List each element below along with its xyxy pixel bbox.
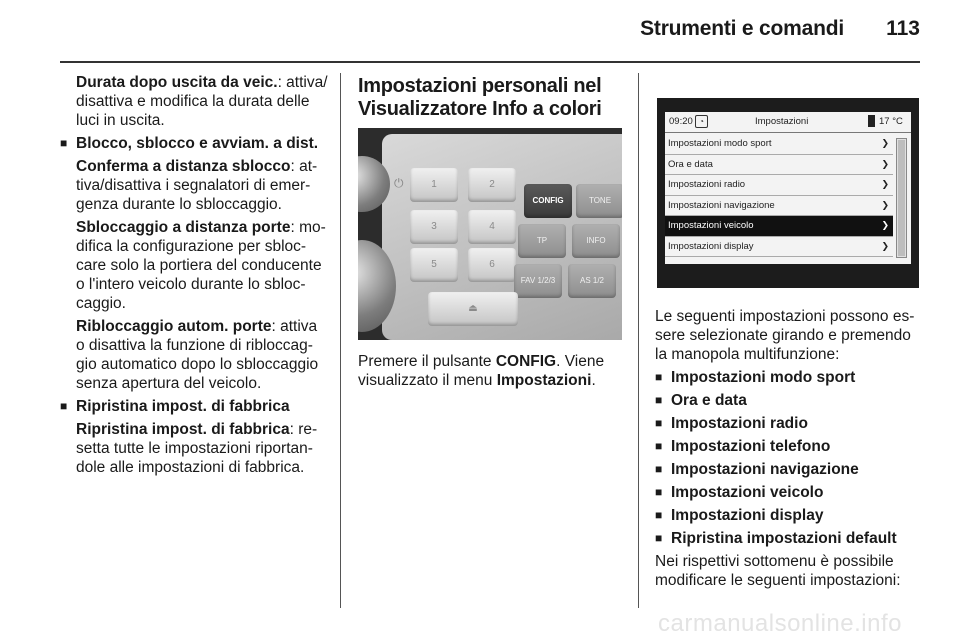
para-text-3: . bbox=[591, 372, 596, 389]
para-text-2: . Viene visualizzato il menu bbox=[358, 353, 605, 389]
preset-button-4: 4 bbox=[468, 210, 516, 244]
bullet-item-ripristina bbox=[60, 397, 328, 416]
entry-conferma bbox=[60, 157, 328, 214]
option-item bbox=[655, 368, 925, 387]
phone-icon bbox=[868, 115, 875, 127]
chevron-right-icon: ❯ bbox=[881, 220, 889, 230]
section-heading-ripristina: Ripristina impost. di fabbrica bbox=[76, 398, 290, 415]
option-label: Impostazioni modo sport bbox=[671, 369, 856, 386]
header-rule bbox=[60, 61, 920, 63]
option-item bbox=[655, 483, 925, 502]
option-item bbox=[655, 460, 925, 479]
eject-button: ⏏ bbox=[428, 292, 518, 326]
page-number: 113 bbox=[886, 17, 920, 40]
config-keyword: CONFIG bbox=[495, 353, 557, 370]
power-icon: ⏻ bbox=[394, 176, 404, 190]
display-temperature: 17 °C bbox=[879, 116, 903, 127]
bullet-icon: ■ bbox=[655, 370, 663, 384]
bullet-icon: ■ bbox=[655, 393, 663, 407]
chevron-right-icon: ❯ bbox=[881, 158, 889, 169]
option-item bbox=[655, 529, 925, 548]
menu-row-radio bbox=[665, 175, 893, 196]
bullet-icon: ■ bbox=[655, 439, 663, 453]
bullet-icon: ■ bbox=[655, 462, 663, 476]
option-label: Impostazioni veicolo bbox=[671, 484, 824, 501]
desc-sbloccaggio: : mo- difica la configurazione per sbloc- care solo la portiera del conducente o l'intero veicolo durante lo sbloc- caggio. bbox=[76, 219, 326, 312]
section-heading-impostazioni: Impostazioni personali nel Visualizzatore Info a colori bbox=[358, 75, 602, 120]
menu-row-veicolo-selected bbox=[665, 216, 893, 237]
chevron-right-icon: ❯ bbox=[881, 199, 889, 210]
preset-button-3: 3 bbox=[410, 210, 458, 244]
chevron-right-icon: ❯ bbox=[881, 240, 889, 251]
term-ripristina: Ripristina impost. di fabbrica bbox=[76, 421, 290, 438]
impostazioni-keyword: Impostazioni bbox=[496, 372, 592, 389]
info-button: INFO bbox=[572, 224, 620, 258]
bullet-icon: ■ bbox=[655, 531, 663, 545]
bullet-icon: ■ bbox=[60, 399, 68, 413]
menu-row-label: Impostazioni radio bbox=[668, 179, 746, 190]
term-durata: Durata dopo uscita da veic. bbox=[76, 74, 278, 91]
option-label: Impostazioni radio bbox=[671, 415, 808, 432]
info-display-screenshot bbox=[657, 98, 919, 288]
option-label: Ripristina impostazioni default bbox=[671, 530, 897, 547]
outro-paragraph: Nei rispettivi sottomenu è possibile modificare le seguenti impostazioni: bbox=[655, 553, 901, 589]
term-ribloccaggio: Ribloccaggio autom. porte bbox=[76, 318, 272, 335]
entry-sbloccaggio bbox=[60, 218, 328, 313]
term-sbloccaggio: Sbloccaggio a distanza porte bbox=[76, 219, 291, 236]
column-divider-left bbox=[340, 73, 341, 608]
tp-button: TP bbox=[518, 224, 566, 258]
menu-row-display bbox=[665, 237, 893, 258]
left-column bbox=[60, 73, 328, 477]
option-label: Impostazioni display bbox=[671, 507, 824, 524]
menu-row-label: Impostazioni navigazione bbox=[668, 199, 775, 211]
desc-durata: : attiva/ disattiva e modifica la durata delle luci in uscita. bbox=[76, 74, 328, 129]
display-title: Impostazioni bbox=[755, 116, 809, 127]
menu-row-label: Ora e data bbox=[668, 158, 713, 170]
display-status-bar bbox=[665, 112, 911, 133]
right-column bbox=[655, 307, 925, 590]
option-item bbox=[655, 437, 925, 456]
display-menu bbox=[665, 134, 893, 257]
entry-ripristina bbox=[60, 420, 328, 477]
display-scrollbar bbox=[896, 138, 907, 258]
column-divider-right bbox=[638, 73, 639, 608]
bullet-icon: ■ bbox=[655, 485, 663, 499]
console-photo bbox=[358, 128, 622, 340]
desc-ribloccaggio: : attiva o disattiva la funzione di ribloccag- gio automatico dopo lo sbloccaggio senza apertura del veicolo. bbox=[76, 318, 319, 392]
config-button: CONFIG bbox=[524, 184, 572, 218]
desc-ripristina: : re- setta tutte le impostazioni riportan- dole alle impostazioni di fabbrica. bbox=[76, 421, 318, 476]
menu-row-label: Impostazioni veicolo bbox=[668, 220, 754, 231]
option-item bbox=[655, 391, 925, 410]
menu-row-label: Impostazioni modo sport bbox=[668, 138, 772, 149]
menu-row-ora-data bbox=[665, 155, 893, 176]
clock-icon: ◔ bbox=[695, 115, 708, 128]
bullet-icon: ■ bbox=[655, 508, 663, 522]
option-label: Impostazioni telefono bbox=[671, 438, 831, 455]
preset-button-6: 6 bbox=[468, 248, 516, 282]
preset-button-5: 5 bbox=[410, 248, 458, 282]
continuation-paragraph bbox=[60, 73, 328, 130]
menu-row-label: Impostazioni display bbox=[668, 240, 754, 252]
as-button: AS 1/2 bbox=[568, 264, 616, 298]
menu-row-modo-sport bbox=[665, 134, 893, 155]
fav-button: FAV 1/2/3 bbox=[514, 264, 562, 298]
entry-ribloccaggio bbox=[60, 317, 328, 393]
preset-button-2: 2 bbox=[468, 168, 516, 202]
display-area bbox=[665, 112, 911, 264]
option-label: Ora e data bbox=[671, 392, 747, 409]
para-text-1: Premere il pulsante bbox=[358, 353, 496, 370]
option-item bbox=[655, 414, 925, 433]
preset-button-1: 1 bbox=[410, 168, 458, 202]
chevron-right-icon: ❯ bbox=[881, 179, 889, 189]
desc-conferma: : at- tiva/disattiva i segnalatori di emer- genza durante lo sbloccaggio. bbox=[76, 158, 318, 213]
option-item bbox=[655, 506, 925, 525]
scrollbar-thumb bbox=[898, 140, 905, 256]
bullet-item-blocco bbox=[60, 134, 328, 153]
middle-paragraph bbox=[358, 352, 628, 390]
page-header-title: Strumenti e comandi bbox=[640, 17, 844, 40]
menu-row-navigazione bbox=[665, 196, 893, 217]
watermark: carmanualsonline.info bbox=[658, 610, 902, 637]
term-conferma: Conferma a distanza sblocco bbox=[76, 158, 291, 175]
tone-button: TONE bbox=[576, 184, 622, 218]
bullet-icon: ■ bbox=[655, 416, 663, 430]
option-label: Impostazioni navigazione bbox=[671, 461, 859, 478]
bullet-icon: ■ bbox=[60, 136, 68, 150]
display-time: 09:20 bbox=[669, 116, 693, 127]
section-heading-blocco: Blocco, sblocco e avviam. a dist. bbox=[76, 135, 319, 152]
chevron-right-icon: ❯ bbox=[881, 138, 889, 148]
intro-paragraph: Le seguenti impostazioni possono es- sere selezionate girando e premendo la manopola multifunzione: bbox=[655, 308, 915, 363]
